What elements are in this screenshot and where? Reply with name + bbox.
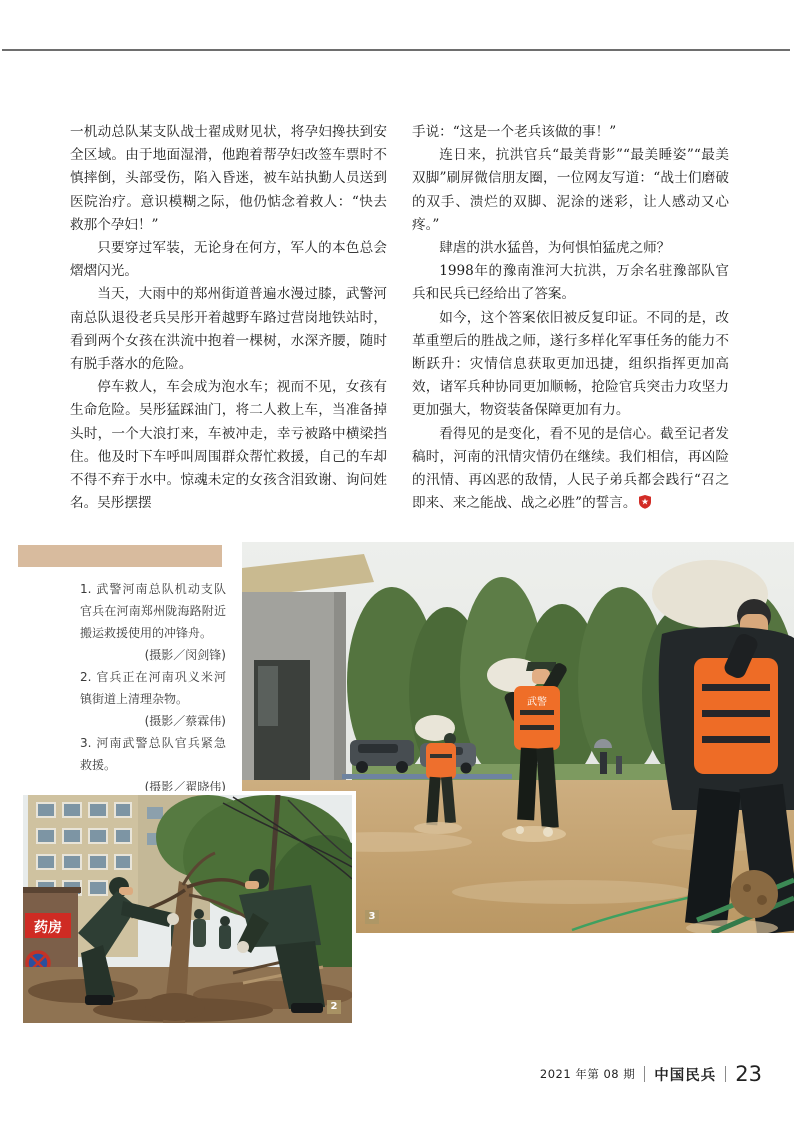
body-paragraph: 一机动总队某支队战士翟成财见状，将孕妇搀扶到安全区域。由于地面湿滑，他跑着帮孕妇改签车票时不慎摔倒，头部受伤，陷入昏迷，被车站执勤人员送到医院治疗。意识模糊之际，他仍惦念着救人：“快去救那个孕妇！”	[70, 124, 387, 233]
footer-page-number: 23	[735, 1062, 762, 1086]
footer-issue: 2021 年第 08 期	[539, 1067, 636, 1081]
pharmacy-sign	[25, 913, 71, 938]
caption-panel	[18, 545, 224, 798]
photo-street-cleanup	[19, 791, 356, 1027]
svg-text:武警: 武警	[527, 697, 547, 708]
body-paragraph: 停车救人，车会成为泡水车；视而不见，女孩有生命危险。吴彤猛踩油门，将二人救上车，当准备掉头时，一个大浪打来，车被冲走，幸亏被路中横梁挡住。他及时下车呼叫周围群众帮忙救援，自己的车却不得不弃于水中。惊魂未定的女孩含泪致谢、询问姓名。吴彤摆摆	[70, 379, 387, 512]
body-paragraph: 1998年的豫南淮河大抗洪，万余名驻豫部队官兵和民兵已经给出了答案。	[412, 263, 729, 303]
photo-number-badge: 2	[327, 1000, 341, 1014]
page-footer	[540, 1062, 762, 1086]
article-end-icon	[639, 495, 651, 509]
top-rule	[2, 49, 790, 51]
photo-caption: 1. 武警河南总队机动支队官兵在河南郑州陇海路附近搬运救援使用的冲锋舟。 (摄影／闵剑锋)	[80, 578, 226, 666]
footer-magazine-title: 中国民兵	[654, 1067, 717, 1084]
body-paragraph: 如今，这个答案依旧被反复印证。不同的是，改革重塑后的胜战之师，遂行多样化军事任务的能力不断跃升：灾情信息获取更加迅捷，组织指挥更加高效，诸军兵种协同更加顺畅，抢险官兵突击力攻坚力更加强大，物资装备保障更加有力。	[412, 309, 729, 419]
right-column	[412, 121, 729, 515]
body-paragraph: 连日来，抗洪官兵“最美背影”“最美睡姿”“最美双脚”刷屏微信朋友圈，一位网友写道：“战士们磨破的双手、溃烂的双脚、泥涂的迷彩，让人感动又心疼。”	[412, 147, 729, 233]
footer-divider	[725, 1066, 726, 1082]
photo-number-badge: 3	[365, 910, 379, 924]
svg-text:药房: 药房	[34, 920, 62, 936]
body-paragraph: 当天，大雨中的郑州街道普遍水漫过膝，武警河南总队退役老兵吴彤开着越野车路过营岗地铁站时，看到两个女孩在洪流中抱着一棵树，水深齐腰，随时有脱手落水的危险。	[70, 286, 387, 373]
body-paragraph: 只要穿过军装，无论身在何方，军人的本色总会熠熠闪光。	[70, 240, 387, 280]
left-column	[70, 121, 387, 515]
caption-accent-bar	[18, 545, 222, 567]
body-paragraph: 看得见的是变化，看不见的是信心。截至记者发稿时，河南的汛情灾情仍在继续。我们相信，再凶险的汛情、再凶恶的敌情，人民子弟兵都会践行“召之即来、来之能战、战之必胜”的誓言。	[412, 425, 729, 512]
photo-caption: 3. 河南武警总队官兵紧急救援。 (摄影／翟晓伟)	[80, 732, 226, 798]
photo-credit: (摄影／翟晓伟)	[144, 780, 226, 794]
photo-caption: 2. 官兵正在河南巩义米河镇街道上清理杂物。 (摄影／蔡霖伟)	[80, 666, 226, 732]
body-paragraph: 肆虐的洪水猛兽，为何惧怕猛虎之师？	[439, 240, 671, 257]
photo-credit: (摄影／闵剑锋)	[144, 648, 226, 662]
footer-divider	[644, 1066, 645, 1082]
body-paragraph: 手说：“这是一个老兵该做的事！”	[412, 124, 617, 140]
photo-credit: (摄影／蔡霖伟)	[144, 714, 226, 728]
